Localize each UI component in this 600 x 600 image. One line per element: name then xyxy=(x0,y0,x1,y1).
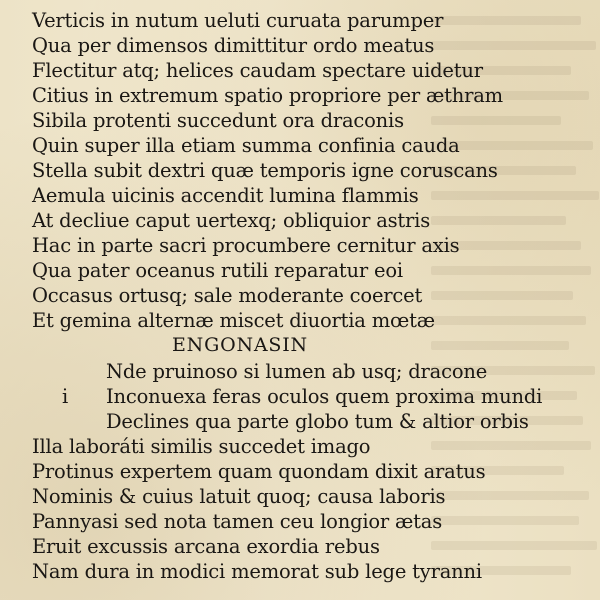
verse-line: Nam dura in modici memorat sub lege tyranni xyxy=(32,560,482,583)
verse-line: At decliue caput uertexq; obliquior astris xyxy=(32,209,431,232)
section-heading: ENGONASIN xyxy=(172,334,308,356)
verse-line: Nde pruinoso si lumen ab usq; dracone xyxy=(106,360,488,383)
verse-line: Pannyasi sed nota tamen ceu longior ætas xyxy=(32,510,443,533)
verse-line: Protinus expertem quam quondam dixit aratus xyxy=(32,460,486,483)
verse-line: Verticis in nutum ueluti curuata parumper xyxy=(32,9,444,32)
verse-line: Occasus ortusq; sale moderante coercet xyxy=(32,284,423,307)
verse-line: Sibila protenti succedunt ora draconis xyxy=(32,109,404,132)
verse-line: Et gemina alternæ miscet diuortia mœtæ xyxy=(32,309,435,332)
verse-line: Aemula uicinis accendit lumina flammis xyxy=(32,184,419,207)
verse-line: Nominis & cuius latuit quoq; causa laboris xyxy=(32,485,446,508)
verse-line: Flectitur atq; helices caudam spectare uidetur xyxy=(32,59,483,82)
verse-line: Declines qua parte globo tum & altior orbis xyxy=(106,410,529,433)
verse-line: Illa laboráti similis succedet imago xyxy=(32,435,371,458)
verse-line: Qua per dimensos dimittitur ordo meatus xyxy=(32,34,435,57)
verse-line: Qua pater oceanus rutili reparatur eoi xyxy=(32,259,403,282)
verse-line: Stella subit dextri quæ temporis igne coruscans xyxy=(32,159,498,182)
marginal-mark: i xyxy=(62,385,69,408)
verse-line: Citius in extremum spatio propriore per æthram xyxy=(32,84,503,107)
verse-line: Hac in parte sacri procumbere cernitur axis xyxy=(32,234,460,257)
verse-line: Inconuexa feras oculos quem proxima mundi xyxy=(106,385,543,408)
verse-line: Quin super illa etiam summa confinia cauda xyxy=(32,134,460,157)
verse-line: Eruit excussis arcana exordia rebus xyxy=(32,535,380,558)
